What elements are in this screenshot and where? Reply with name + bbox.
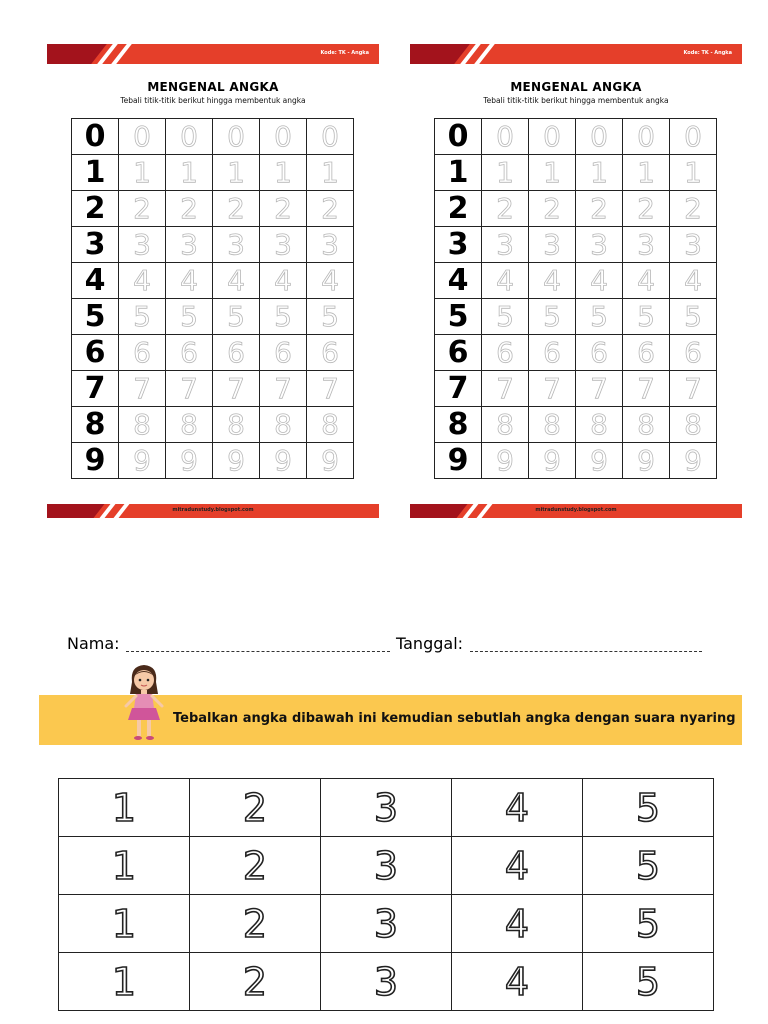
digit-trace[interactable]: 4 (213, 263, 260, 299)
digit-trace[interactable]: 5 (307, 299, 354, 335)
digit-example: 4 (72, 263, 119, 299)
digit-trace[interactable]: 6 (119, 335, 166, 371)
grid-row (435, 263, 717, 299)
digit-trace[interactable]: 7 (576, 371, 623, 407)
footer-band (410, 504, 742, 518)
trace-number-cell[interactable] (321, 779, 452, 837)
digit-example: 5 (72, 299, 119, 335)
digit-trace[interactable]: 0 (482, 119, 529, 155)
digit-trace[interactable]: 4 (166, 263, 213, 299)
digit-trace[interactable]: 7 (670, 371, 717, 407)
digit-trace[interactable]: 5 (119, 299, 166, 335)
digit-trace[interactable]: 6 (576, 335, 623, 371)
digit-trace[interactable]: 9 (623, 443, 670, 479)
grid-row (72, 155, 354, 191)
digit-trace[interactable]: 1 (482, 155, 529, 191)
trace-number: 2 (242, 901, 268, 946)
sheet-title: MENGENAL ANGKA (510, 80, 642, 94)
trace-number: 5 (635, 959, 661, 1004)
grid-row (435, 155, 717, 191)
digit-trace[interactable]: 2 (529, 191, 576, 227)
digit-trace[interactable]: 4 (670, 263, 717, 299)
digit-trace[interactable]: 0 (260, 119, 307, 155)
grid-row (72, 119, 354, 155)
digit-example: 1 (72, 155, 119, 191)
digit-trace[interactable]: 4 (119, 263, 166, 299)
trace-number-cell[interactable] (452, 837, 583, 895)
digit-trace[interactable]: 0 (576, 119, 623, 155)
digit-trace[interactable]: 8 (576, 407, 623, 443)
name-date-row (0, 634, 768, 658)
digit-trace[interactable]: 7 (307, 371, 354, 407)
trace-number-cell[interactable] (452, 895, 583, 953)
digit-trace[interactable]: 0 (307, 119, 354, 155)
trace-number-cell[interactable] (190, 837, 321, 895)
digit-trace[interactable]: 7 (260, 371, 307, 407)
trace-number-cell[interactable] (59, 779, 190, 837)
trace-number: 2 (242, 843, 268, 888)
trace-number: 2 (242, 785, 268, 830)
trace-number-cell[interactable] (321, 953, 452, 1011)
digit-trace[interactable]: 0 (119, 119, 166, 155)
trace-number-cell[interactable] (190, 953, 321, 1011)
digit-trace[interactable]: 1 (576, 155, 623, 191)
trace-number-cell[interactable] (583, 953, 714, 1011)
grid-row (72, 371, 354, 407)
trace-row (59, 837, 714, 895)
trace-row (59, 953, 714, 1011)
header-band (47, 44, 379, 64)
digit-trace[interactable]: 9 (307, 443, 354, 479)
grid-row (435, 371, 717, 407)
digit-trace[interactable]: 9 (260, 443, 307, 479)
digit-trace[interactable]: 3 (166, 227, 213, 263)
trace-row (59, 895, 714, 953)
digit-trace[interactable]: 7 (166, 371, 213, 407)
digit-example: 8 (72, 407, 119, 443)
digit-trace[interactable]: 3 (213, 227, 260, 263)
digit-trace[interactable]: 8 (166, 407, 213, 443)
digit-trace[interactable]: 8 (670, 407, 717, 443)
footer-band (47, 504, 379, 518)
digit-trace[interactable]: 1 (260, 155, 307, 191)
digit-trace[interactable]: 9 (213, 443, 260, 479)
grid-row (72, 227, 354, 263)
digit-trace[interactable]: 4 (260, 263, 307, 299)
digit-trace[interactable]: 9 (482, 443, 529, 479)
digit-trace[interactable]: 8 (260, 407, 307, 443)
name-label: Nama: (67, 634, 120, 653)
digit-trace[interactable]: 2 (213, 191, 260, 227)
name-blank[interactable] (126, 651, 390, 652)
digit-example: 6 (435, 335, 482, 371)
digit-example: 8 (435, 407, 482, 443)
trace-number: 4 (504, 843, 530, 888)
trace-number-cell[interactable] (452, 779, 583, 837)
trace-number-cell[interactable] (321, 837, 452, 895)
digit-example: 2 (435, 191, 482, 227)
digit-trace[interactable]: 9 (529, 443, 576, 479)
digit-trace[interactable]: 0 (670, 119, 717, 155)
trace-number: 5 (635, 901, 661, 946)
date-blank[interactable] (470, 651, 702, 652)
digit-trace[interactable]: 3 (260, 227, 307, 263)
digit-trace[interactable]: 4 (482, 263, 529, 299)
digit-trace[interactable]: 6 (623, 335, 670, 371)
digit-trace[interactable]: 8 (213, 407, 260, 443)
trace-row (59, 779, 714, 837)
digit-trace[interactable]: 1 (307, 155, 354, 191)
sheet-title: MENGENAL ANGKA (147, 80, 279, 94)
digit-trace[interactable]: 1 (213, 155, 260, 191)
grid-row (72, 335, 354, 371)
trace-number-cell[interactable] (583, 837, 714, 895)
trace-number-cell[interactable] (59, 895, 190, 953)
digit-trace[interactable]: 0 (623, 119, 670, 155)
instruction-text: Tebalkan angka dibawah ini kemudian sebutlah angka dengan suara nyaring (173, 711, 736, 726)
digit-example: 4 (435, 263, 482, 299)
digit-trace[interactable]: 5 (260, 299, 307, 335)
digit-trace[interactable]: 1 (166, 155, 213, 191)
digit-trace[interactable]: 3 (119, 227, 166, 263)
digit-trace[interactable]: 7 (623, 371, 670, 407)
trace-number: 3 (373, 959, 399, 1004)
digit-example: 9 (72, 443, 119, 479)
digit-trace[interactable]: 3 (307, 227, 354, 263)
digit-example: 3 (435, 227, 482, 263)
grid-row (435, 335, 717, 371)
digit-example: 1 (435, 155, 482, 191)
digit-trace[interactable]: 6 (307, 335, 354, 371)
grid-row (72, 191, 354, 227)
digit-trace[interactable]: 5 (166, 299, 213, 335)
digit-trace[interactable]: 3 (623, 227, 670, 263)
digit-trace[interactable]: 2 (119, 191, 166, 227)
sheet-code: Kode: TK - Angka (683, 50, 732, 56)
trace-number: 1 (111, 901, 137, 946)
digit-trace[interactable]: 6 (213, 335, 260, 371)
trace-number: 2 (242, 959, 268, 1004)
digit-trace[interactable]: 6 (260, 335, 307, 371)
digit-trace[interactable]: 0 (213, 119, 260, 155)
trace-number-cell[interactable] (583, 895, 714, 953)
digit-trace[interactable]: 0 (166, 119, 213, 155)
grid-row (435, 299, 717, 335)
trace-number-cell[interactable] (59, 837, 190, 895)
grid-row (72, 299, 354, 335)
digit-trace[interactable]: 4 (529, 263, 576, 299)
digit-trace[interactable]: 2 (576, 191, 623, 227)
digit-trace[interactable]: 8 (482, 407, 529, 443)
digit-trace[interactable]: 1 (670, 155, 717, 191)
trace-number: 3 (373, 843, 399, 888)
header-band (410, 44, 742, 64)
trace-number: 4 (504, 959, 530, 1004)
digit-trace[interactable]: 5 (576, 299, 623, 335)
sheet-subtitle: Tebali titik-titik berikut hingga membentuk angka (120, 96, 306, 105)
digit-trace[interactable]: 2 (260, 191, 307, 227)
trace-number: 5 (635, 843, 661, 888)
sheet-subtitle: Tebali titik-titik berikut hingga membentuk angka (483, 96, 669, 105)
trace-number: 1 (111, 959, 137, 1004)
digit-trace[interactable]: 1 (623, 155, 670, 191)
digit-trace[interactable]: 9 (119, 443, 166, 479)
trace-number: 4 (504, 901, 530, 946)
digit-trace[interactable]: 2 (307, 191, 354, 227)
digit-trace[interactable]: 6 (482, 335, 529, 371)
digit-trace[interactable]: 8 (623, 407, 670, 443)
digit-trace[interactable]: 1 (119, 155, 166, 191)
grid-row (435, 443, 717, 479)
digit-trace[interactable]: 7 (119, 371, 166, 407)
digit-trace[interactable]: 5 (623, 299, 670, 335)
digit-trace[interactable]: 2 (623, 191, 670, 227)
digit-example: 0 (72, 119, 119, 155)
grid-row (72, 263, 354, 299)
digit-trace[interactable]: 9 (576, 443, 623, 479)
grid-row (435, 119, 717, 155)
trace-number-cell[interactable] (190, 895, 321, 953)
trace-number: 3 (373, 901, 399, 946)
digit-trace[interactable]: 6 (670, 335, 717, 371)
trace-number-cell[interactable] (452, 953, 583, 1011)
trace-number-cell[interactable] (59, 953, 190, 1011)
digit-trace[interactable]: 9 (670, 443, 717, 479)
trace-number-cell[interactable] (321, 895, 452, 953)
footer-url: mitradunstudy.blogspot.com (535, 507, 617, 513)
trace-numbers-table (58, 778, 714, 1011)
digit-trace[interactable]: 3 (482, 227, 529, 263)
digit-trace[interactable]: 7 (529, 371, 576, 407)
worksheet-page-right (410, 44, 742, 520)
grid-row (72, 443, 354, 479)
digit-trace[interactable]: 5 (670, 299, 717, 335)
grid-row (435, 407, 717, 443)
digit-trace[interactable]: 7 (482, 371, 529, 407)
digit-example: 5 (435, 299, 482, 335)
digit-trace[interactable]: 4 (576, 263, 623, 299)
trace-number: 1 (111, 785, 137, 830)
digit-example: 6 (72, 335, 119, 371)
digit-trace[interactable]: 8 (529, 407, 576, 443)
number-trace-grid (71, 118, 354, 479)
digit-example: 9 (435, 443, 482, 479)
trace-number-cell[interactable] (190, 779, 321, 837)
digit-trace[interactable]: 8 (119, 407, 166, 443)
digit-example: 0 (435, 119, 482, 155)
worksheet-page-left (47, 44, 379, 520)
trace-number: 4 (504, 785, 530, 830)
digit-trace[interactable]: 5 (529, 299, 576, 335)
digit-trace[interactable]: 2 (482, 191, 529, 227)
grid-row (72, 407, 354, 443)
digit-trace[interactable]: 6 (166, 335, 213, 371)
digit-trace[interactable]: 7 (213, 371, 260, 407)
digit-trace[interactable]: 9 (166, 443, 213, 479)
digit-trace[interactable]: 2 (670, 191, 717, 227)
digit-trace[interactable]: 5 (482, 299, 529, 335)
digit-trace[interactable]: 4 (623, 263, 670, 299)
footer-url: mitradunstudy.blogspot.com (172, 507, 254, 513)
digit-trace[interactable]: 3 (670, 227, 717, 263)
trace-number-cell[interactable] (583, 779, 714, 837)
number-trace-grid (434, 118, 717, 479)
digit-trace[interactable]: 2 (166, 191, 213, 227)
grid-row (435, 191, 717, 227)
digit-example: 3 (72, 227, 119, 263)
trace-number: 1 (111, 843, 137, 888)
digit-example: 2 (72, 191, 119, 227)
girl-illustration (118, 660, 170, 744)
digit-trace[interactable]: 5 (213, 299, 260, 335)
trace-number: 5 (635, 785, 661, 830)
digit-example: 7 (72, 371, 119, 407)
digit-trace[interactable]: 3 (576, 227, 623, 263)
digit-trace[interactable]: 3 (529, 227, 576, 263)
digit-trace[interactable]: 4 (307, 263, 354, 299)
grid-row (435, 227, 717, 263)
digit-trace[interactable]: 1 (529, 155, 576, 191)
digit-example: 7 (435, 371, 482, 407)
trace-number: 3 (373, 785, 399, 830)
sheet-code: Kode: TK - Angka (320, 50, 369, 56)
date-label: Tanggal: (396, 634, 464, 653)
digit-trace[interactable]: 0 (529, 119, 576, 155)
digit-trace[interactable]: 6 (529, 335, 576, 371)
digit-trace[interactable]: 8 (307, 407, 354, 443)
